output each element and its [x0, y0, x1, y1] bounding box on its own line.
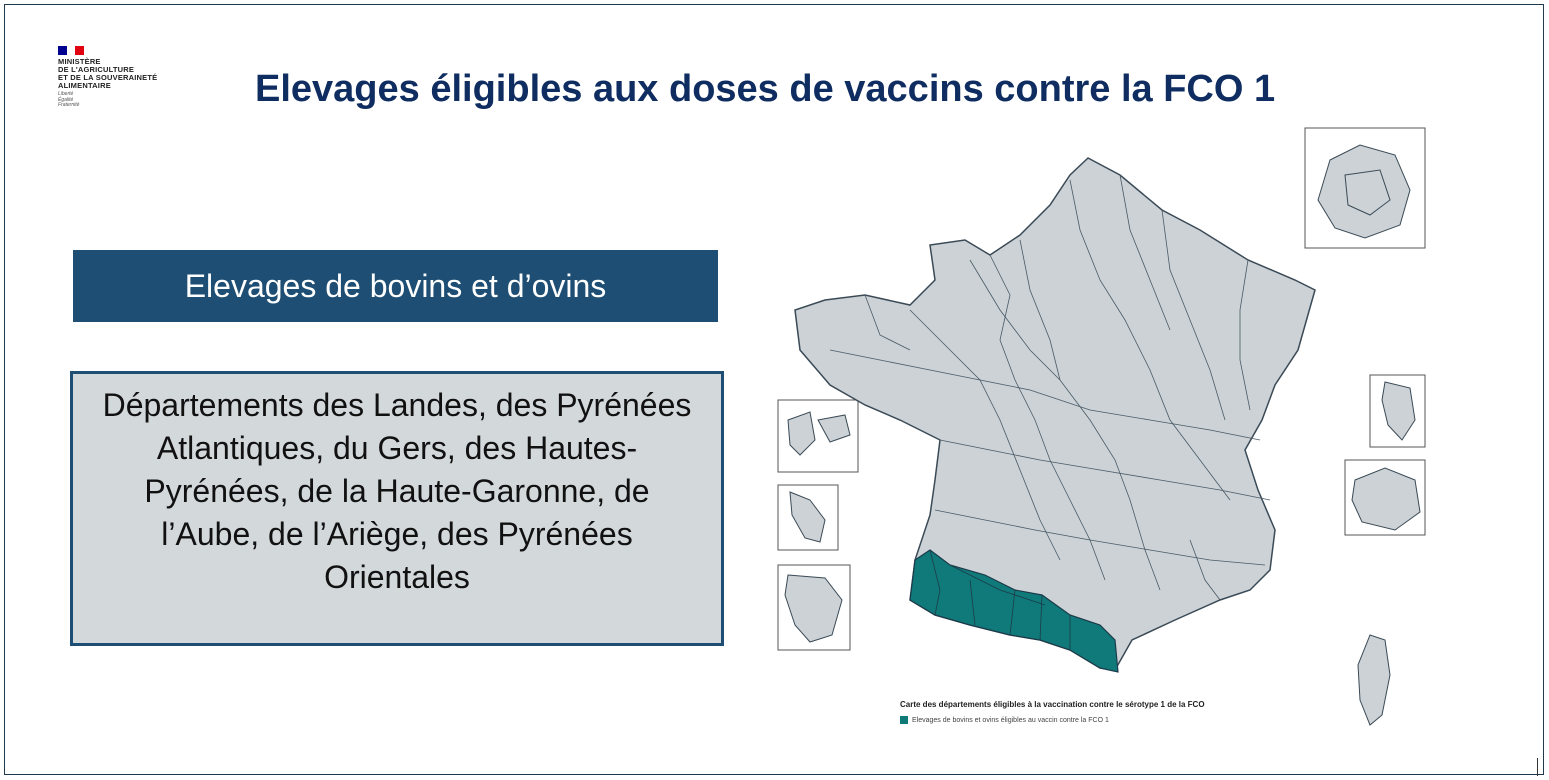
text-cursor — [1537, 758, 1538, 776]
mainland-france — [795, 158, 1315, 670]
logo-line: DE L'AGRICULTURE — [58, 65, 135, 74]
france-map — [770, 120, 1450, 740]
page-title: Elevages éligibles aux doses de vaccins contre la FCO 1 — [255, 68, 1276, 110]
livestock-banner — [73, 250, 718, 322]
departments-box — [70, 371, 724, 646]
french-flag-icon — [58, 46, 84, 55]
legend-text: Elevages de bovins et ovins éligibles au vaccin contre la FCO 1 — [912, 716, 1109, 724]
legend-swatch — [900, 716, 908, 724]
logo-line: ALIMENTAIRE — [58, 81, 111, 90]
logo-line: ET DE LA SOUVERAINETÉ — [58, 73, 158, 82]
ministry-logo — [58, 46, 198, 109]
map-caption: Carte des départements éligibles à la vaccination contre le sérotype 1 de la FCO — [900, 700, 1205, 709]
departments-text: Départements des Landes, des Pyrénées Atlantiques, du Gers, des Hautes-Pyrénées, de la Haute-Garonne, de l’Aube, de l’Ariège, des Pyrénées Orientales — [102, 387, 692, 595]
corsica — [1358, 635, 1390, 725]
banner-label: Elevages de bovins et d’ovins — [184, 267, 607, 304]
logo-motto: Liberté Égalité Fraternité — [58, 91, 80, 108]
logo-line: MINISTÈRE — [58, 57, 101, 66]
map-legend — [900, 716, 1109, 724]
